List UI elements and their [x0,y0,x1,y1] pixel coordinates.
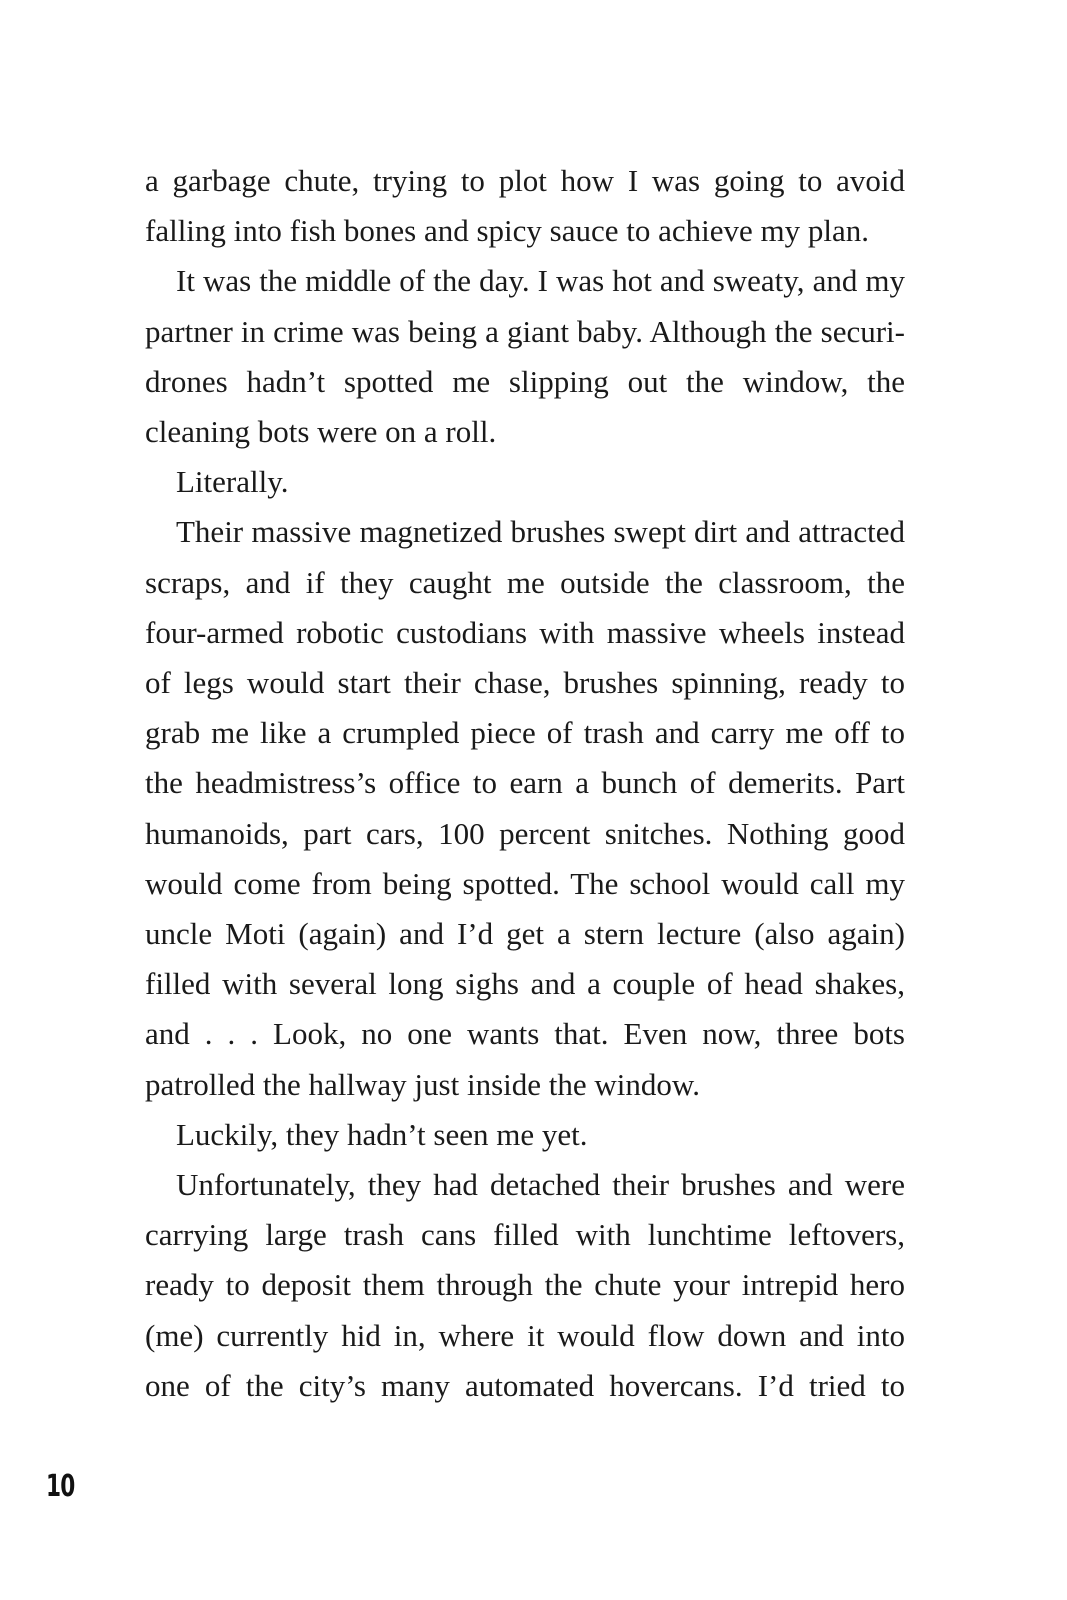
page-number: 10 [46,1469,75,1504]
paragraph-5: Luckily, they hadn’t seen me yet. [176,1116,588,1152]
paragraph-2: It was the middle of the day. I was hot and sweaty, and my partner in crime was being a giant baby. Although the securi-drones hadn’t spotted me slipping out the window, the cleaning bots were on a roll. [145,263,905,450]
paragraph-4: Their massive magnetized brushes swept dirt and attracted scraps, and if they caught me outside the classroom, the four-armed robotic custodians with massive wheels instead of legs would start their chase, brushes spinning, ready to grab me like a crumpled piece of trash and carry me off to the headmistress’s office to earn a bunch of demerits. Part humanoids, part cars, 100 percent snitches. Nothing good would come from being spotted. The school would call my uncle Moti (again) and I’d get a stern lecture (also again) filled with several long sighs and a couple of head shakes, and . . . Look, no one wants that. Even now, three bots patrolled the hallway just inside the window. [145,514,905,1102]
paragraph-6: Unfortunately, they had detached their brushes and were carrying large trash cans filled with lunchtime leftovers, ready to deposit them through the chute your intrepid hero (me) currently hid in, where it would flow down and into one of the city’s many automated hovercans. I’d tried to [145,1167,905,1403]
paragraph-3: Literally. [176,464,289,500]
page-body-text [145,156,905,1411]
paragraph-1: a garbage chute, trying to plot how I was going to avoid falling into fish bones and spicy sauce to achieve my plan. [145,163,905,249]
